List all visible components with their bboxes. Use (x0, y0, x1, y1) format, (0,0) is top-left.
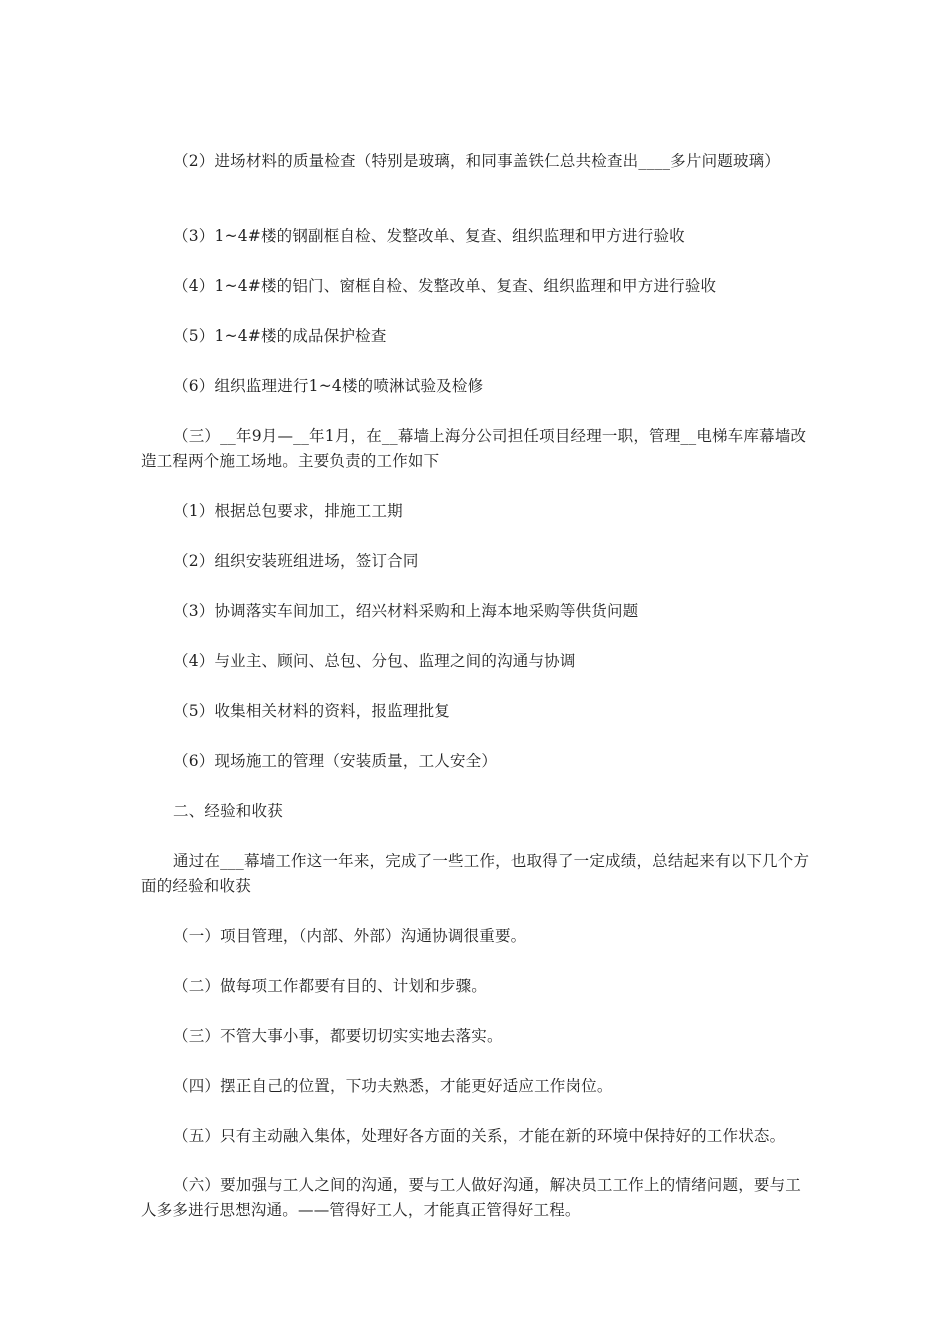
paragraph-schedule: （1）根据总包要求，排施工工期 (173, 502, 403, 520)
paragraph-material-documents: （5）收集相关材料的资料，报监理批复 (173, 702, 450, 720)
paragraph-supply-coordination: （3）协调落实车间加工，绍兴材料采购和上海本地采购等供货问题 (173, 602, 639, 620)
paragraph-material-quality-check: （2）进场材料的质量检查（特别是玻璃，和同事盖铁仁总共检查出____多片问题玻璃） (173, 152, 781, 170)
paragraph-lesson-four: （四）摆正自己的位置，下功夫熟悉，才能更好适应工作岗位。 (173, 1077, 613, 1095)
paragraph-lesson-five: （五）只有主动融入集体，处理好各方面的关系，才能在新的环境中保持好的工作状态。 (173, 1127, 786, 1145)
paragraph-spray-test: （6）组织监理进行1~4楼的喷淋试验及检修 (173, 377, 484, 395)
paragraph-lesson-six: （六）要加强与工人之间的沟通，要与工人做好沟通，解决员工工作上的情绪问题，要与工人多多进行思想沟通。——管得好工人，才能真正管得好工程。 (141, 1176, 802, 1219)
paragraph-lesson-one: （一）项目管理，（内部、外部）沟通协调很重要。 (173, 927, 527, 945)
paragraph-product-protection-check: （5）1~4#楼的成品保护检查 (173, 327, 387, 345)
paragraph-experience-intro: 通过在___幕墙工作这一年来，完成了一些工作，也取得了一定成绩，总结起来有以下几个方面的经验和收获 (141, 852, 810, 895)
paragraph-communication: （4）与业主、顾问、总包、分包、监理之间的沟通与协调 (173, 652, 576, 670)
paragraph-aluminum-frame-check: （4）1~4#楼的铝门、窗框自检、发整改单、复查、组织监理和甲方进行验收 (173, 277, 717, 295)
section-heading-experience: 二、经验和收获 (173, 802, 283, 820)
paragraph-steel-subframe-check: （3）1~4#楼的钢副框自检、发整改单、复查、组织监理和甲方进行验收 (173, 227, 685, 245)
paragraph-site-management: （6）现场施工的管理（安装质量，工人安全） (173, 752, 498, 770)
paragraph-lesson-three: （三）不管大事小事，都要切切实实地去落实。 (173, 1027, 503, 1045)
paragraph-install-team: （2）组织安装班组进场，签订合同 (173, 552, 419, 570)
paragraph-section-three-intro: （三）__年9月—__年1月，在__幕墙上海分公司担任项目经理一职，管理__电梯车库幕墙改造工程两个施工场地。主要负责的工作如下 (141, 427, 807, 470)
paragraph-lesson-two: （二）做每项工作都要有目的、计划和步骤。 (173, 977, 488, 995)
